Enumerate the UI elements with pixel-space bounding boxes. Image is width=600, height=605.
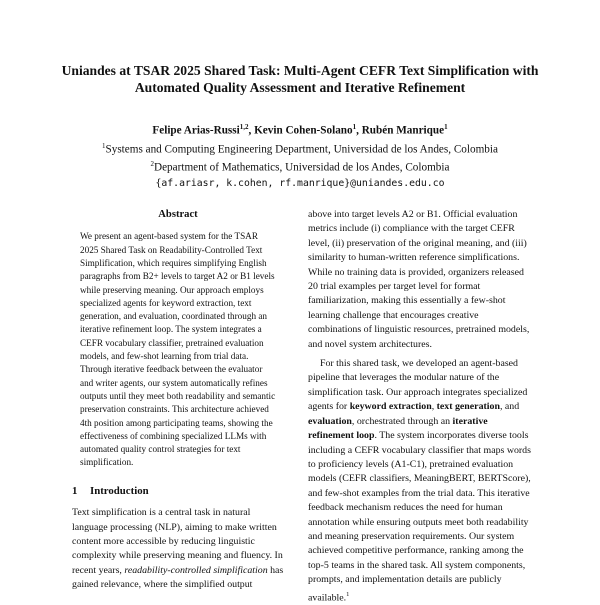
abstract-text: We present an agent-based system for the TSAR 2025 Shared Task on Readability-Controlled Text Simplification, which requires simplifying English paragraphs from B2+ levels to target A2 or B1 levels while preserving meaning. Our approach employs specialized agents for keyword extraction, text generation, and evaluation, coordinated through an iterative refinement loop. The system integrates a CEFR vocabulary classifier, pretrained evaluation models, and few-shot learning from trial data. Through iterative feedback between the evaluator and writer agents, our system automatically refines outputs until they meet both readability and semantic preservation constraints. This architecture achieved 4th position among participating teams, showing the effectiveness of combining specialized LLMs with automated quality control strategies for text simplification. — [80, 231, 276, 468]
section-heading-introduction: 1 Introduction — [72, 484, 149, 497]
introduction-paragraph: Text simplification is a central task in natural language processing (NLP), aiming to make written content more accessible by reducing linguistic complexity while preserving meaning and fluency. In recent years, readability-controlled simplification has gained relevance, where the simplified output — [72, 507, 284, 591]
author-names: Felipe Arias-Russi$^{1,2}$, Kevin Cohen-Solano$^1$, Rubén Manrique$^1$ — [152, 123, 448, 137]
author-block — [40, 120, 560, 176]
abstract-heading: Abstract — [158, 209, 198, 220]
right-column — [308, 208, 532, 605]
affiliation-1: $^1$Systems and Computing Engineering Department, Universidad de los Andes, Colombia — [102, 141, 498, 156]
paper-title: Uniandes at TSAR 2025 Shared Task: Multi-Agent CEFR Text Simplification with Automated Quality Assessment and Iterative Refinement — [61, 63, 539, 95]
right-paragraph-1: above into target levels A2 or B1. Official evaluation metrics include (i) compliance with the target CEFR level, (ii) preservation of the original meaning, and (iii) similarity to human-written reference simplifications. While no training data is provided, organizers released 20 trial examples per target level for format familiarization, making this essentially a few-shot learning challenge that encourages creative combinations of linguistic resources, pretrained models, and novel system architectures. — [308, 209, 530, 350]
author-emails: {af.ariasr, k.cohen, rf.manrique}@uniandes.edu.co — [155, 178, 445, 189]
footnote-marker: 1 — [346, 590, 350, 598]
right-paragraph-2: For this shared task, we developed an agent-based pipeline that leverages the modular nature of the simplification task. Our approach integrates specialized agents for keyword extraction, text generation, and evaluation, orchestrated through an iterative refinement loop. The system incorporates diverse tools including a CEFR vocabulary classifier that maps words to proficiency levels (A1-C1), pretrained evaluation models (CEFR classifiers, MeaningBERT, BERTScore), and few-shot examples from the trial data. This iterative feedback mechanism reduces the need for human annotation while ensuring outputs meet both readability and meaning preservation requirements. Our system achieved competitive performance, ranking among the top-5 teams in the shared task. All system components, prompts, and implementation details are publicly available.$^1$ — [308, 358, 531, 603]
affiliation-2: $^2$Department of Mathematics, Universidad de los Andes, Colombia — [150, 160, 450, 175]
left-column — [72, 208, 284, 593]
